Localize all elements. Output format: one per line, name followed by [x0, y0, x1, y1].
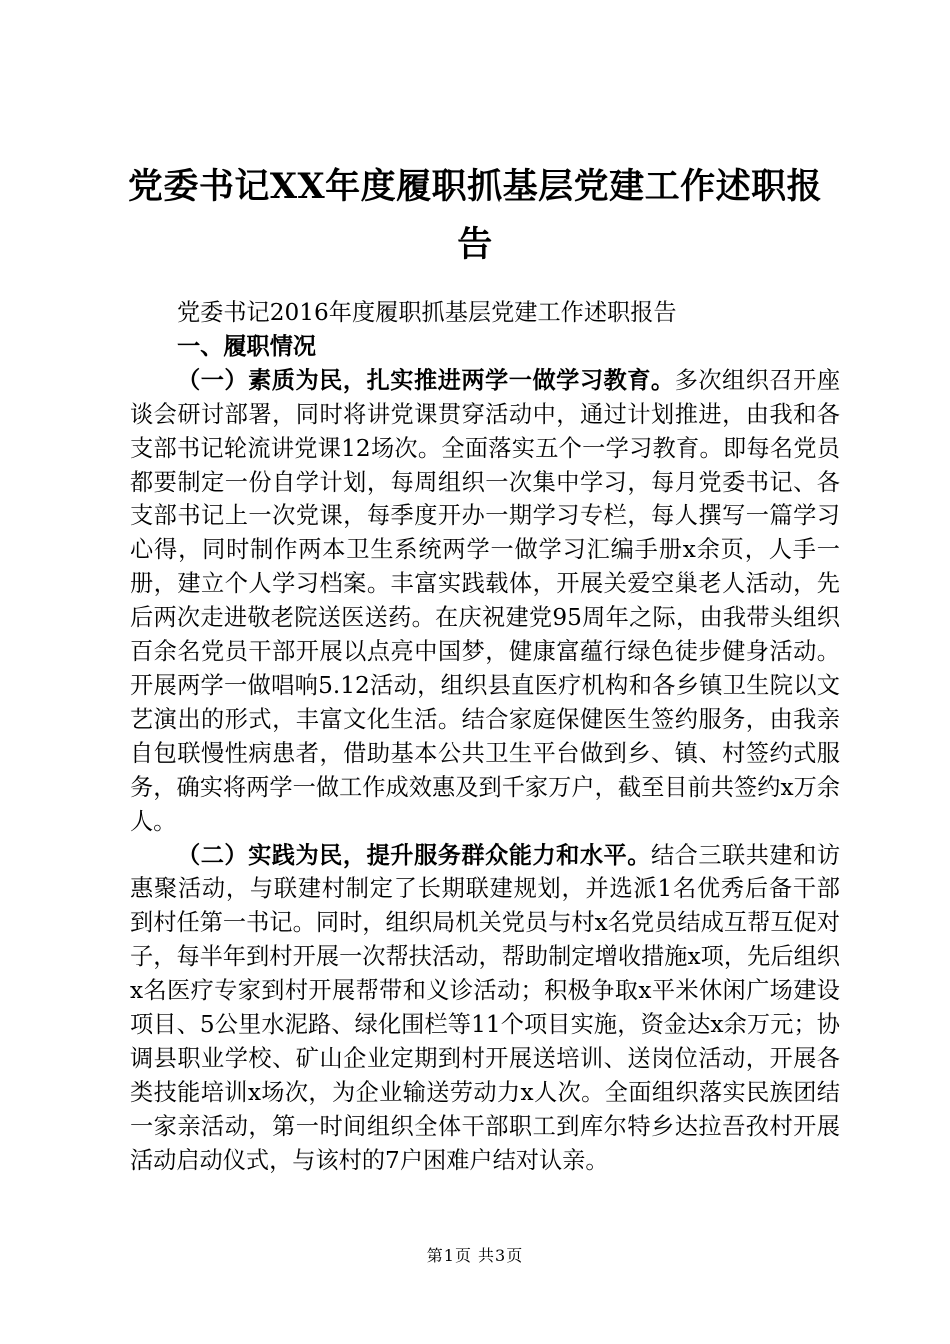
document-title: 党委书记XX年度履职抓基层党建工作述职报告 — [127, 166, 823, 265]
paragraph-1-lead: （一）素质为民，扎实推进两学一做学习教育。 — [177, 366, 675, 394]
paragraph-2-lead: （二）实践为民，提升服务群众能力和水平。 — [177, 841, 651, 869]
paragraph-1-text: 多次组织召开座谈会研讨部署，同时将讲党课贯穿活动中，通过计划推进，由我和各支部书记轮流讲党课12场次。全面落实五个一学习教育。即每名党员都要制定一份自学计划，每周组织一次集中学习，每月党委书记、各支部书记上一次党课，每季度开办一期学习专栏，每人撰写一篇学习心得，同时制作两本卫生系统两学一做学习汇编手册x余页，人手一册，建立个人学习档案。丰富实践载体，开展关爱空巢老人活动，先后两次走进敬老院送医送药。在庆祝建党95周年之际，由我带头组织百余名党员干部开展以点亮中国梦，健康富蕴行绿色徒步健身活动。开展两学一做唱响5.12活动，组织县直医疗机构和各乡镇卫生院以文艺演出的形式，丰富文化生活。结合家庭保健医生签约服务，由我亲自包联慢性病患者，借助基本公共卫生平台做到乡、镇、村签约式服务，确实将两学一做工作成效惠及到千家万户，截至目前共签约x万余人。 — [130, 366, 841, 835]
document-subtitle: 党委书记2016年度履职抓基层党建工作述职报告 — [177, 299, 677, 326]
paragraph-1 — [130, 364, 840, 839]
section-heading: 一、履职情况 — [177, 332, 317, 360]
paragraph-2-text: 结合三联共建和访惠聚活动，与联建村制定了长期联建规划，并选派1名优秀后备干部到村任第一书记。同时，组织局机关党员与村x名党员结成互帮互促对子，每半年到村开展一次帮扶活动，帮助制定增收措施x项，先后组织x名医疗专家到村开展帮带和义诊活动；积极争取x平米休闲广场建设项目、5公里水泥路、绿化围栏等11个项目实施，资金达x余万元；协调县职业学校、矿山企业定期到村开展送培训、送岗位活动，开展各类技能培训x场次，为企业输送劳动力x人次。全面组织落实民族团结一家亲活动，第一时间组织全体干部职工到库尔特乡达拉吾孜村开展活动启动仪式，与该村的7户困难户结对认亲。 — [130, 841, 841, 1174]
document-body — [130, 296, 840, 1178]
page-footer: 第1页 共3页 — [426, 1246, 524, 1265]
paragraph-2 — [130, 839, 840, 1178]
